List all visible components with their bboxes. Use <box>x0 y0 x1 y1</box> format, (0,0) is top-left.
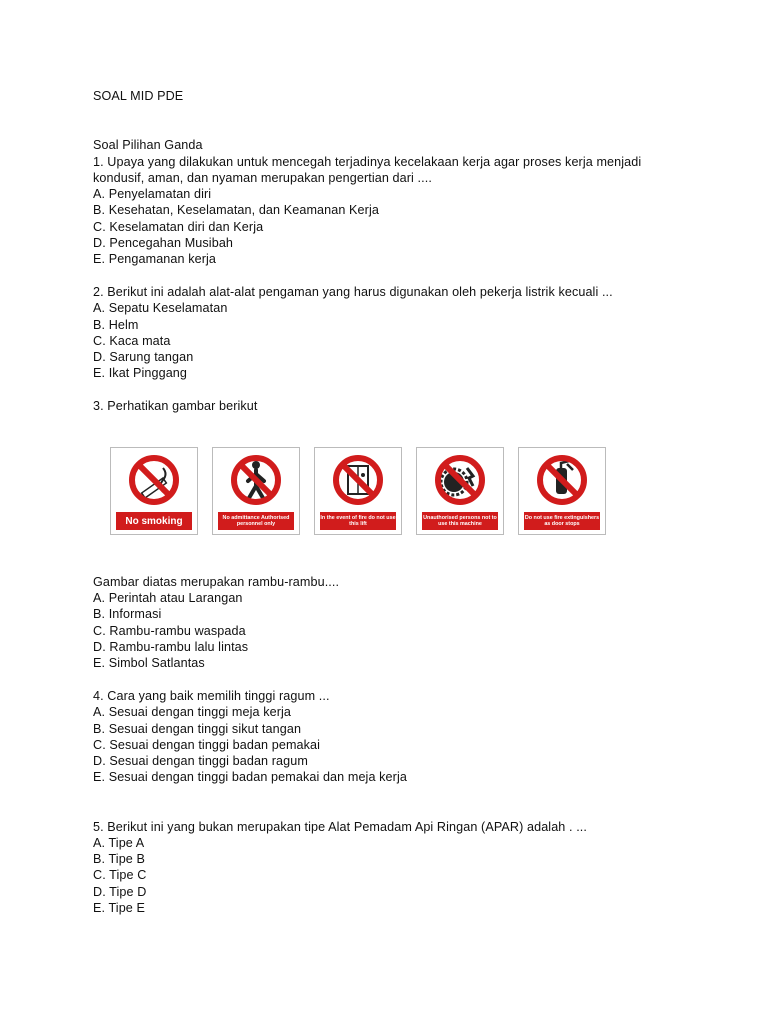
q2-stem: 2. Berikut ini adalah alat-alat pengaman yang harus digunakan oleh pekerja listrik kecuali ... <box>93 285 613 299</box>
q1-option-d: D. Pencegahan Musibah <box>93 236 234 250</box>
q2-option-d: D. Sarung tangan <box>93 350 194 364</box>
q5-stem: 5. Berikut ini yang bukan merupakan tipe Alat Pemadam Api Ringan (APAR) adalah . ... <box>93 820 587 834</box>
q1-stem-line-1: 1. Upaya yang dilakukan untuk mencegah terjadinya kecelakaan kerja agar proses kerja menjadi <box>93 155 642 169</box>
sign-no-machine <box>416 447 504 535</box>
sign-caption: Unauthorised persons not to use this machine <box>422 512 498 530</box>
q2-option-b: B. Helm <box>93 318 139 332</box>
q4-option-a: A. Sesuai dengan tinggi meja kerja <box>93 705 292 719</box>
q5-option-e: E. Tipe E <box>93 901 146 915</box>
doc-title: SOAL MID PDE <box>93 89 184 103</box>
q1-stem-line-2: kondusif, aman, dan nyaman merupakan pengertian dari .... <box>93 171 432 185</box>
q4-option-d: D. Sesuai dengan tinggi badan ragum <box>93 754 308 768</box>
q1-option-b: B. Kesehatan, Keselamatan, dan Keamanan Kerja <box>93 203 379 217</box>
q4-option-c: C. Sesuai dengan tinggi badan pemakai <box>93 738 321 752</box>
q5-option-c: C. Tipe C <box>93 868 147 882</box>
sign-caption: No admittance Authorised personnel only <box>218 512 294 530</box>
q3-stem: 3. Perhatikan gambar berikut <box>93 399 258 413</box>
q1-option-c: C. Keselamatan diri dan Kerja <box>93 220 264 234</box>
q4-option-b: B. Sesuai dengan tinggi sikut tangan <box>93 722 302 736</box>
q3-followup: Gambar diatas merupakan rambu-rambu.... <box>93 575 340 589</box>
q3-option-e: E. Simbol Satlantas <box>93 656 205 670</box>
q2-option-a: A. Sepatu Keselamatan <box>93 301 228 315</box>
q1-option-a: A. Penyelamatan diri <box>93 187 212 201</box>
sign-no-admittance <box>212 447 300 535</box>
sign-no-smoking <box>110 447 198 535</box>
sign-no-lift <box>314 447 402 535</box>
sign-no-extinguisher-doorstop <box>518 447 606 535</box>
prohibition-signs-image <box>110 447 606 535</box>
q4-option-e: E. Sesuai dengan tinggi badan pemakai dan meja kerja <box>93 770 407 784</box>
sign-caption: In the event of fire do not use this lift <box>320 512 396 530</box>
q1-option-e: E. Pengamanan kerja <box>93 252 217 266</box>
q5-option-a: A. Tipe A <box>93 836 145 850</box>
q3-option-d: D. Rambu-rambu lalu lintas <box>93 640 249 654</box>
q3-option-b: B. Informasi <box>93 607 162 621</box>
sign-caption: Do not use fire extinguishers as door stops <box>524 512 600 530</box>
sign-caption: No smoking <box>116 512 192 530</box>
q4-stem: 4. Cara yang baik memilih tinggi ragum ... <box>93 689 330 703</box>
q3-option-a: A. Perintah atau Larangan <box>93 591 243 605</box>
q5-option-d: D. Tipe D <box>93 885 147 899</box>
q2-option-c: C. Kaca mata <box>93 334 171 348</box>
q3-option-c: C. Rambu-rambu waspada <box>93 624 246 638</box>
q5-option-b: B. Tipe B <box>93 852 146 866</box>
section-heading: Soal Pilihan Ganda <box>93 138 203 152</box>
q2-option-e: E. Ikat Pinggang <box>93 366 188 380</box>
